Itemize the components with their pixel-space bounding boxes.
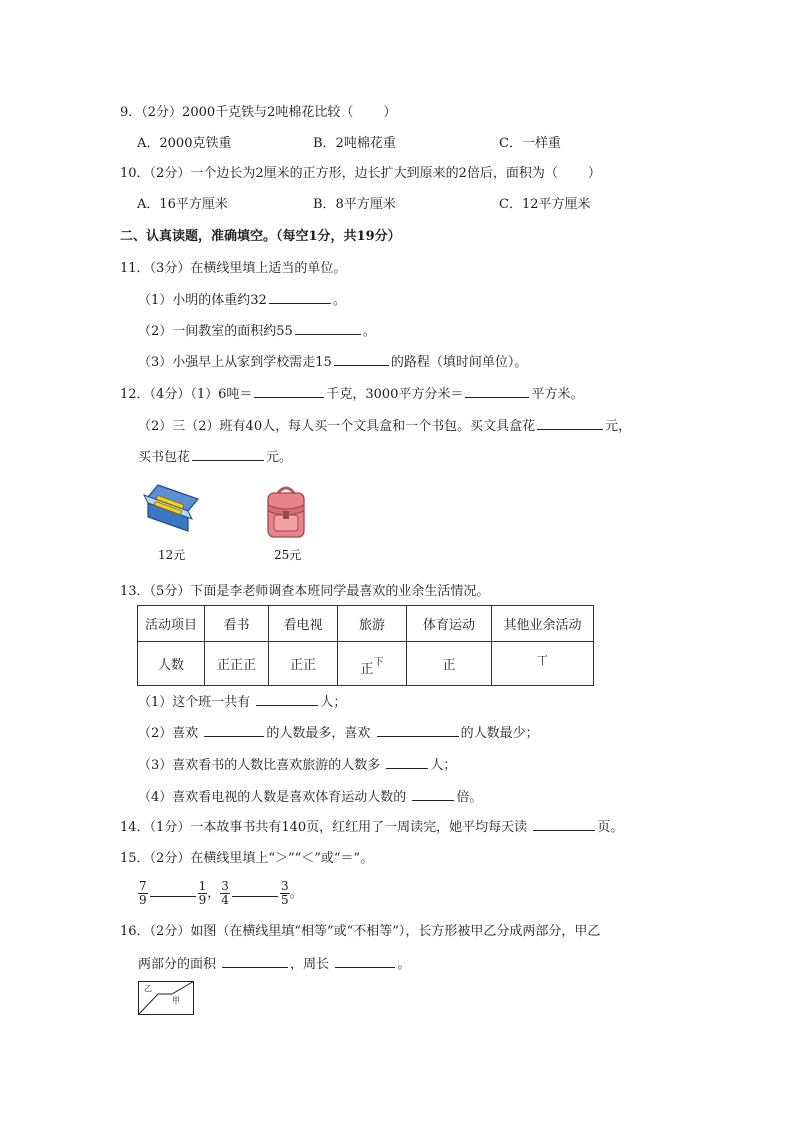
- table-header: 看电视: [269, 606, 338, 642]
- fill-blank[interactable]: [537, 417, 603, 430]
- label-jia: 甲: [172, 996, 180, 1005]
- q12-sub2: （2）三（2）班有40人，每人买一个文具盒和一个书包。买文具盒花 元，: [138, 419, 632, 434]
- table-header: 旅游: [338, 606, 407, 642]
- fill-blank[interactable]: [269, 291, 331, 304]
- fill-blank[interactable]: [386, 756, 428, 769]
- fill-blank[interactable]: [412, 788, 454, 801]
- q10-stem: 10．（2分）一个边长为2厘米的正方形，边长扩大到原来的2倍后，面积为（ ）: [120, 166, 601, 181]
- fill-blank[interactable]: [192, 448, 264, 461]
- q13-sub2: （2）喜欢 的人数最多，喜欢 的人数最少；: [138, 726, 539, 741]
- pencil-box-icon: [140, 483, 200, 539]
- q15-stem: 15．（2分）在横线里填上“＞”“＜”或“＝”。: [120, 851, 374, 866]
- fill-blank[interactable]: [204, 724, 264, 737]
- fraction: $\frac{7}{9}$: [139, 879, 147, 907]
- q10-option-c[interactable]: C．12平方厘米: [499, 197, 591, 212]
- fill-blank[interactable]: [150, 876, 196, 897]
- q13-sub4: （4）喜欢看电视的人数是喜欢体育运动人数的 倍。: [138, 790, 483, 805]
- table-header: 其他业余活动: [492, 606, 594, 642]
- q9-option-b[interactable]: B．2吨棉花重: [313, 136, 396, 151]
- q12-line1: 12．（4分）（1）6吨＝ 千克，3000平方分米＝ 平方米。: [120, 387, 584, 402]
- fill-blank[interactable]: [334, 353, 389, 366]
- q13-sub3: （3）喜欢看书的人数比喜欢旅游的人数多 人；: [138, 758, 457, 773]
- tally-cell: 正正: [269, 642, 338, 686]
- table-header: 活动项目: [138, 606, 205, 642]
- q16-stem: 16．（2分）如图（在横线里填“相等”或“不相等”），长方形被甲乙分成两部分，甲乙: [120, 924, 601, 939]
- fill-blank[interactable]: [377, 724, 459, 737]
- q9-stem: 9．（2分）2000千克铁与2吨棉花比较（ ）: [120, 105, 397, 120]
- rectangle-figure: [138, 981, 194, 1015]
- tally-cell: 丅: [492, 642, 594, 686]
- fill-blank[interactable]: [222, 955, 288, 968]
- q13-sub1: （1）这个班一共有 人；: [138, 695, 347, 710]
- q9-option-c[interactable]: C．一样重: [499, 136, 561, 151]
- q10-option-a[interactable]: A．16平方厘米: [137, 197, 228, 212]
- tally-cell: 正$^下$: [338, 642, 407, 686]
- fill-blank[interactable]: [232, 876, 278, 897]
- fill-blank[interactable]: [256, 693, 318, 706]
- q16-line2: 两部分的面积 ，周长 。: [138, 957, 411, 972]
- fill-blank[interactable]: [533, 818, 595, 831]
- q11-sub2: （2）一间教室的面积约55 。: [138, 324, 376, 339]
- fill-blank[interactable]: [254, 385, 324, 398]
- table-header: 体育运动: [407, 606, 492, 642]
- backpack-icon: [262, 483, 310, 541]
- q11-stem: 11．（3分）在横线里填上适当的单位。: [120, 261, 347, 276]
- survey-table: [137, 605, 594, 686]
- label-yi: 乙: [144, 984, 152, 993]
- q13-stem: 13．（5分）下面是李老师调查本班同学最喜欢的业余生活情况。: [120, 584, 490, 599]
- section-2-title: 二、认真读题，准确填空。（每空1分，共19分）: [120, 229, 401, 244]
- fill-blank[interactable]: [465, 385, 529, 398]
- fill-blank[interactable]: [295, 322, 361, 335]
- q14-stem: 14．（1分）一本故事书共有140页，红红用了一周读完，她平均每天读 页。: [120, 820, 624, 835]
- tally-cell: 正正正: [205, 642, 269, 686]
- tally-cell: 正: [407, 642, 492, 686]
- q10-option-b[interactable]: B．8平方厘米: [313, 197, 396, 212]
- q11-sub1: （1）小明的体重约32 。: [138, 293, 346, 308]
- backpack-price: 25元: [274, 548, 302, 562]
- q11-sub3: （3）小强早上从家到学校需走15 的路程（填时间单位）。: [138, 355, 528, 370]
- fraction: $\frac{1}{9}$: [198, 879, 207, 907]
- pencil-box-price: 12元: [158, 548, 186, 562]
- fraction: $\frac{3}{5}$: [280, 879, 289, 907]
- fraction: $\frac{3}{4}$: [221, 879, 229, 907]
- q15-fractions: $\frac{7}{9}$ $\frac{1}{9}$ ， $\frac{3}{4}$ $\frac{3}{5}$ 。: [138, 876, 303, 910]
- table-header: 看书: [205, 606, 269, 642]
- table-cell: 人数: [138, 642, 205, 686]
- fill-blank[interactable]: [335, 955, 395, 968]
- q9-option-a[interactable]: A．2000克铁重: [137, 136, 232, 151]
- q12-sub2-cont: 买书包花 元。: [138, 450, 293, 465]
